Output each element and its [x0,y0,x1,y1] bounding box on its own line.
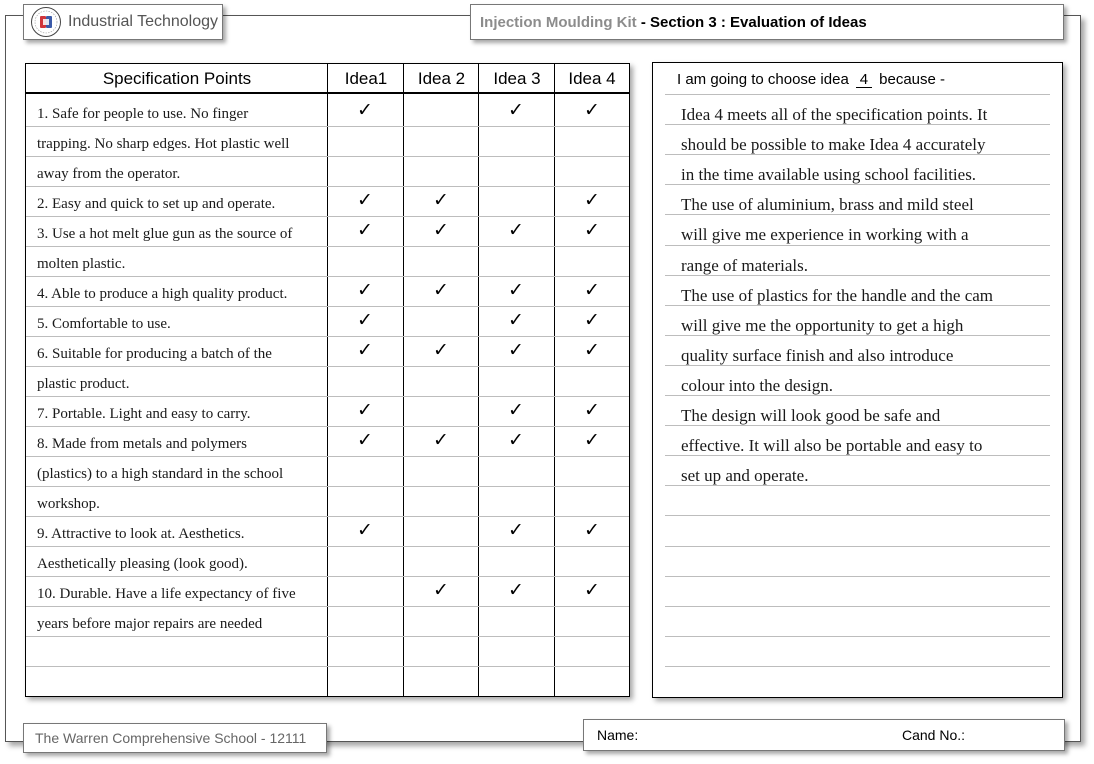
tick-mark-spec-6-idea-3: ✓ [508,339,524,361]
spec-point-line: 2. Easy and quick to set up and operate. [37,196,276,212]
tick-mark-spec-8-idea-1: ✓ [357,429,373,451]
tick-mark-spec-9-idea-1: ✓ [357,519,373,541]
reason-text-line: in the time available using school facilities. [681,165,977,184]
tick-mark-spec-3-idea-2: ✓ [433,219,449,241]
header-idea-2: Idea 2 [417,69,466,88]
section-title: - Section 3 : Evaluation of Ideas [636,13,867,31]
reason-text-line: Idea 4 meets all of the specification points. It [681,105,988,124]
tick-mark-spec-1-idea-3: ✓ [508,99,524,121]
tick-mark-spec-7-idea-1: ✓ [357,399,373,421]
tick-mark-spec-5-idea-3: ✓ [508,309,524,331]
school-logo-icon [30,6,62,38]
choice-statement [677,71,945,88]
choice-prefix: I am going to choose idea [677,71,849,88]
tick-mark-spec-6-idea-2: ✓ [433,339,449,361]
tick-mark-spec-9-idea-4: ✓ [584,519,600,541]
tick-mark-spec-4-idea-1: ✓ [357,279,373,301]
writing-rule-line [665,636,1050,637]
spec-point-line: 6. Suitable for producing a batch of the [37,346,272,362]
writing-rule-line [665,94,1050,95]
reason-text-line: range of materials. [681,256,808,275]
reason-text-line: effective. It will also be portable and easy to [681,436,983,455]
spec-point-line: 5. Comfortable to use. [37,316,171,332]
school-name: The Warren Comprehensive School - 12111 [35,730,307,746]
writing-rule-line [665,606,1050,607]
tick-mark-spec-10-idea-3: ✓ [508,579,524,601]
spec-point-line: 8. Made from metals and polymers [37,436,247,452]
tick-mark-spec-3-idea-1: ✓ [357,219,373,241]
writing-rule-line [665,515,1050,516]
chosen-idea-number: 4 [856,73,872,88]
reason-text-line: should be possible to make Idea 4 accurately [681,135,986,154]
choice-suffix: because - [879,71,946,88]
tick-mark-spec-4-idea-2: ✓ [433,279,449,301]
spec-point-line: 1. Safe for people to use. No finger [37,106,249,122]
reason-text-line: set up and operate. [681,466,809,485]
column-divider [403,64,404,696]
tick-mark-spec-4-idea-3: ✓ [508,279,524,301]
writing-rule-line [665,546,1050,547]
tick-mark-spec-6-idea-4: ✓ [584,339,600,361]
column-divider [327,64,328,696]
brand-box [23,4,223,40]
column-divider [554,64,555,696]
school-name-box [23,723,327,753]
tick-mark-spec-7-idea-3: ✓ [508,399,524,421]
tick-mark-spec-5-idea-4: ✓ [584,309,600,331]
tick-mark-spec-10-idea-4: ✓ [584,579,600,601]
spec-point-line: 7. Portable. Light and easy to carry. [37,406,251,422]
row-rule-line [26,516,629,517]
reason-text-line: quality surface finish and also introduce [681,346,954,365]
specification-table [25,63,630,697]
tick-mark-spec-9-idea-3: ✓ [508,519,524,541]
header-idea-3: Idea 3 [493,69,541,88]
tick-mark-spec-8-idea-2: ✓ [433,429,449,451]
writing-rule-line [665,666,1050,667]
tick-mark-spec-10-idea-2: ✓ [433,579,449,601]
tick-mark-spec-8-idea-3: ✓ [508,429,524,451]
writing-rule-line [665,576,1050,577]
tick-mark-spec-3-idea-4: ✓ [584,219,600,241]
tick-mark-spec-2-idea-4: ✓ [584,189,600,211]
reason-text-line: The design will look good be safe and [681,406,941,425]
spec-point-line: workshop. [37,496,100,512]
spec-point-line: 9. Attractive to look at. Aesthetics. [37,526,245,542]
spec-point-line: molten plastic. [37,256,126,272]
tick-mark-spec-2-idea-1: ✓ [357,189,373,211]
tick-mark-spec-1-idea-1: ✓ [357,99,373,121]
row-rule-line [26,666,629,667]
tick-mark-spec-8-idea-4: ✓ [584,429,600,451]
section-title-box [470,4,1064,40]
tick-mark-spec-2-idea-2: ✓ [433,189,449,211]
spec-point-line: plastic product. [37,376,130,392]
tick-mark-spec-6-idea-1: ✓ [357,339,373,361]
header-specification-points: Specification Points [102,69,252,88]
kit-title: Injection Moulding Kit [480,13,637,31]
brand-title: Industrial Technology [68,13,219,30]
spec-point-line: 3. Use a hot melt glue gun as the source of [37,226,293,242]
spec-point-line: 4. Able to produce a high quality product. [37,286,288,302]
name-label: Name: [597,727,639,743]
spec-point-line: Aesthetically pleasing (look good). [37,556,248,572]
spec-point-line: (plastics) to a high standard in the school [37,466,284,482]
reason-text-line: The use of aluminium, brass and mild steel [681,195,974,214]
header-idea-4: Idea 4 [568,69,616,88]
header-idea-1: Idea1 [344,69,388,88]
tick-mark-spec-1-idea-4: ✓ [584,99,600,121]
tick-mark-spec-3-idea-3: ✓ [508,219,524,241]
spec-point-line: away from the operator. [37,166,181,182]
name-candidate-box [583,719,1065,751]
reason-text-line: The use of plastics for the handle and the cam [681,286,994,305]
reason-text-line: will give me the opportunity to get a high [681,316,964,335]
tick-mark-spec-4-idea-4: ✓ [584,279,600,301]
spec-point-line: 10. Durable. Have a life expectancy of five [37,586,296,602]
reason-panel [652,62,1063,698]
column-divider [478,64,479,696]
spec-point-line: trapping. No sharp edges. Hot plastic well [37,136,290,152]
reason-text-line: will give me experience in working with a [681,225,969,244]
tick-mark-spec-5-idea-1: ✓ [357,309,373,331]
candidate-number-label: Cand No.: [902,727,966,743]
reason-text-line: colour into the design. [681,376,834,395]
tick-mark-spec-7-idea-4: ✓ [584,399,600,421]
spec-point-line: years before major repairs are needed [37,616,263,632]
